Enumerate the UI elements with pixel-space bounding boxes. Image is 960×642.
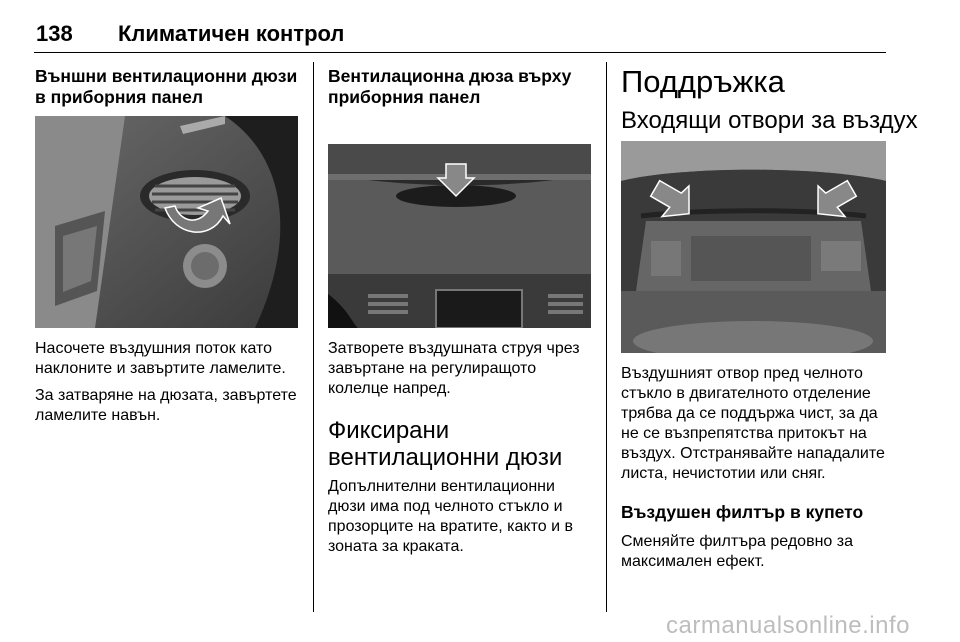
- column-divider-1: [313, 62, 314, 612]
- chapter-title: Климатичен контрол: [118, 21, 345, 46]
- column-1-text: [35, 339, 300, 426]
- column-divider-2: [606, 62, 607, 612]
- outer-vent-illustration: [35, 116, 298, 328]
- center-vent-heading: Вентилационна дюза върху приборния панел: [328, 66, 572, 107]
- column-2: [328, 66, 593, 108]
- header-rule: [34, 52, 886, 53]
- column-2-text: [328, 339, 593, 557]
- maintenance-title: Поддръжка: [621, 64, 785, 99]
- column-3-text: [621, 364, 887, 572]
- page-number: 138: [36, 21, 73, 46]
- engine-bay-illustration: [621, 141, 886, 353]
- paragraph: Въздушният отвор пред челното стъкло в двигателното отделение трябва да се поддържа чист, за да не се възпрепятства притокът на въздух. Отстранявайте нападалите листа, нечистотии или сняг.: [621, 365, 885, 482]
- watermark: carmanualsonline.info: [666, 612, 910, 639]
- paragraph: Затворете въздушната струя чрез завъртане на регулиращото колелце напред.: [328, 340, 580, 397]
- paragraph: Сменяйте филтъра редовно за максимален ефект.: [621, 533, 853, 570]
- outer-vents-heading: Външни вентилационни дюзи в приборния панел: [35, 66, 298, 107]
- paragraph: Насочете въздушния поток като наклоните и завъртите ламелите.: [35, 340, 286, 377]
- column-1: [35, 66, 300, 108]
- center-vent-illustration: [328, 144, 591, 328]
- fixed-vents-title: Фиксирани вентилационни дюзи: [328, 417, 563, 471]
- cabin-filter-heading: Въздушен филтър в купето: [621, 502, 864, 522]
- paragraph: Допълнителни вентилационни дюзи има под челното стъкло и прозорците на вратите, както и в зоната за краката.: [328, 478, 573, 555]
- air-intake-subtitle: Входящи отвори за въздух: [621, 107, 918, 134]
- paragraph: За затваряне на дюзата, завъртете ламелите навън.: [35, 387, 297, 424]
